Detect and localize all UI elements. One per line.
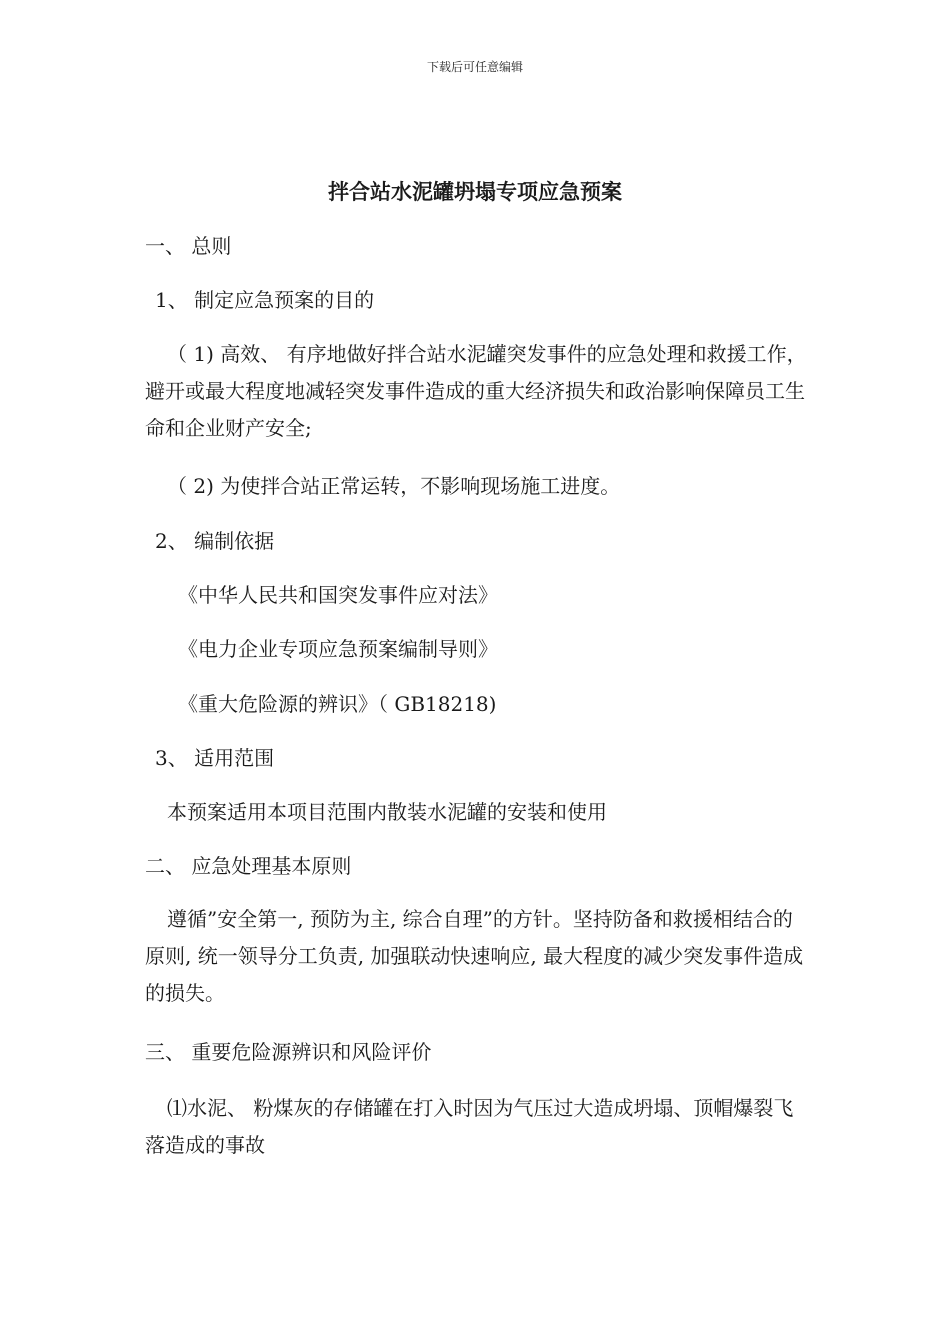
document-title: 拌合站水泥罐坍塌专项应急预案 <box>328 180 622 204</box>
section-heading-hazards: 三、 重要危险源辨识和风险评价 <box>145 1040 432 1064</box>
subsection-heading-scope: 3、 适用范围 <box>155 746 275 770</box>
paragraph-purpose-2: （ 2) 为使拌合站正常运转，不影响现场施工进度。 <box>167 474 621 498</box>
section-heading-general: 一、 总则 <box>145 234 232 258</box>
reference-item: 《电力企业专项应急预案编制导则》 <box>178 637 498 661</box>
subsection-heading-basis: 2、 编制依据 <box>155 529 275 553</box>
page-header: 下载后可任意编辑 <box>426 60 523 74</box>
reference-item: 《中华人民共和国突发事件应对法》 <box>178 583 498 607</box>
subsection-heading-purpose: 1、 制定应急预案的目的 <box>155 288 375 312</box>
section-heading-principles: 二、 应急处理基本原则 <box>145 854 352 878</box>
paragraph-purpose-1: （ 1) 高效、 有序地做好拌合站水泥罐突发事件的应急处理和救援工作，避开或最大程度地减轻突发事件造成的重大经济损失和政治影响保障员工生命和企业财产安全; <box>145 342 807 440</box>
reference-item: 《重大危险源的辨识》（ GB18218) <box>178 692 497 716</box>
paragraph-scope: 本预案适用本项目范围内散装水泥罐的安装和使用 <box>167 800 607 824</box>
paragraph-hazard-1: ⑴水泥、 粉煤灰的存储罐在打入时因为气压过大造成坍塌、顶帽爆裂飞落造成的事故 <box>145 1096 794 1157</box>
paragraph-principles: 遵循”安全第一, 预防为主, 综合自理”的方针。坚持防备和救援相结合的原则, 统一领导分工负责, 加强联动快速响应, 最大程度的减少突发事件造成的损失。 <box>145 907 804 1005</box>
